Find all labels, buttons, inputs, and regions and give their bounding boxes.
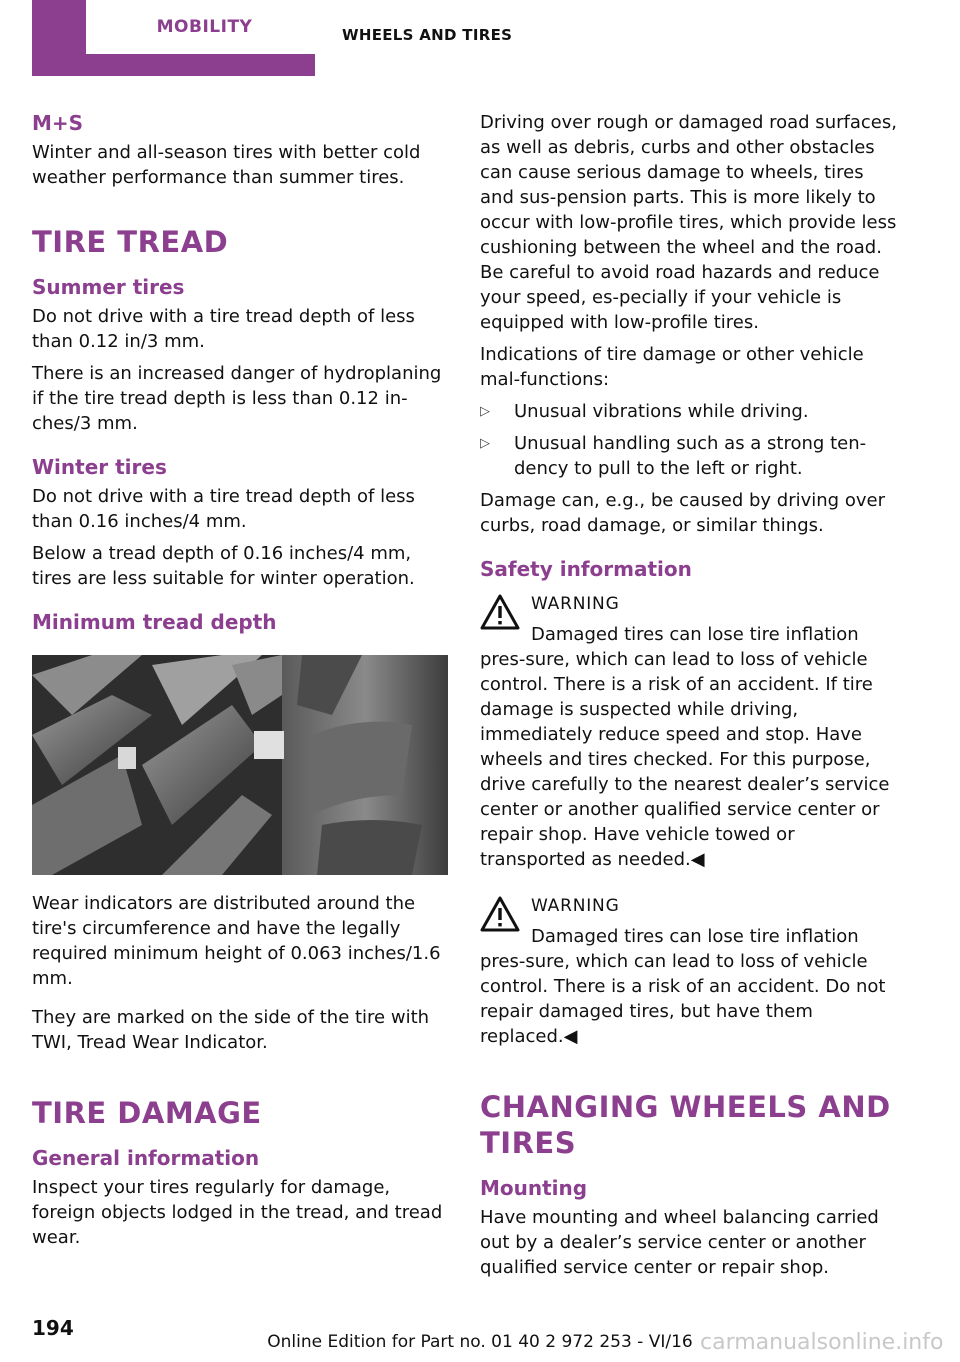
triangle-bullet-icon: ▷ [480, 404, 490, 419]
ms-text: Winter and all-season tires with better cold weather performance than summer tires. [32, 142, 421, 188]
right-column [480, 110, 898, 1287]
mounting-heading: Mounting [480, 1176, 588, 1200]
indications-text: Indications of tire damage or other vehicle mal-functions: [480, 344, 864, 390]
winter-tires-heading: Winter tires [32, 455, 167, 479]
warning-block-1 [480, 592, 898, 872]
warning-triangle-icon [480, 594, 520, 630]
watermark-text: carmanualsonline.info [700, 1330, 944, 1355]
summer-tires-text-1: Do not drive with a tire tread depth of less than 0.12 in/3 mm. [32, 306, 415, 352]
tire-damage-heading: TIRE DAMAGE [32, 1096, 262, 1130]
warning-title: WARNING [531, 594, 620, 614]
twi-text: They are marked on the side of the tire with TWI, Tread Wear Indicator. [32, 1007, 430, 1053]
warning-triangle-icon [480, 896, 520, 932]
winter-tires-text-2: Below a tread depth of 0.16 inches/4 mm, tires are less suitable for winter operation. [32, 543, 415, 589]
minimum-tread-depth-heading: Minimum tread depth [32, 610, 277, 634]
wear-indicators-text: Wear indicators are distributed around the tire's circumference and have the legally required minimum height of 0.063 inches/1.6 mm. [32, 893, 441, 989]
tire-tread-wear-indicator-image [32, 655, 448, 875]
ms-heading: M+S [32, 111, 84, 135]
driving-damage-text: Driving over rough or damaged road surfaces, as well as debris, curbs and other obstacles can cause serious damage to wheels, tires and sus-pension parts. This is more likely to occur with low-profile tires, which provide less cushioning between the wheel and the road. Be careful to avoid road hazards and reduce your speed, es-pecially if your vehicle is equipped with low-profile tires. [480, 112, 897, 333]
general-information-heading: General information [32, 1146, 260, 1170]
page-number: 194 [32, 1316, 74, 1340]
left-column [32, 110, 448, 1257]
header-section-tab [32, 0, 315, 76]
header-chapter-title: WHEELS AND TIRES [342, 26, 513, 44]
winter-tires-text-1: Do not drive with a tire tread depth of less than 0.16 inches/4 mm. [32, 486, 415, 532]
list-item: ▷ Unusual handling such as a strong ten-dency to pull to the left or right. [480, 433, 867, 479]
triangle-bullet-icon: ▷ [480, 436, 490, 451]
list-item: ▷ Unusual vibrations while driving. [480, 401, 809, 422]
general-information-text: Inspect your tires regularly for damage, foreign objects lodged in the tread, and tread wear. [32, 1177, 443, 1248]
summer-tires-text-2: There is an increased danger of hydroplaning if the tire tread depth is less than 0.12 in-ches/3 mm. [32, 363, 442, 434]
warning-text: Damaged tires can lose tire inflation pres-sure, which can lead to loss of vehicle control. There is a risk of an accident. If tire damage is suspected while driving, immediately reduce speed and stop. Have wheels and tires checked. For this purpose, drive carefully to the nearest dealer’s service center or another qualified service center or repair shop. Have vehicle towed or transported as needed.◀ [480, 624, 890, 870]
tire-tread-heading: TIRE TREAD [32, 225, 229, 259]
changing-wheels-heading: CHANGING WHEELS AND TIRES [480, 1090, 891, 1160]
safety-information-heading: Safety information [480, 557, 692, 581]
header-section-label: MOBILITY [156, 17, 253, 37]
indications-list [480, 399, 898, 481]
header-section-label-box [86, 0, 323, 54]
summer-tires-heading: Summer tires [32, 275, 185, 299]
footer-edition-text: Online Edition for Part no. 01 40 2 972 253 - VI/16 [267, 1332, 693, 1352]
warning-block-2 [480, 894, 898, 1049]
warning-text: Damaged tires can lose tire inflation pres-sure, which can lead to loss of vehicle control. There is a risk of an accident. Do not repair damaged tires, but have them replaced.◀ [480, 926, 886, 1047]
warning-title: WARNING [531, 896, 620, 916]
damage-causes-text: Damage can, e.g., be caused by driving over curbs, road damage, or similar things. [480, 490, 885, 536]
mounting-text: Have mounting and wheel balancing carried out by a dealer’s service center or another qualified service center or repair shop. [480, 1207, 879, 1278]
